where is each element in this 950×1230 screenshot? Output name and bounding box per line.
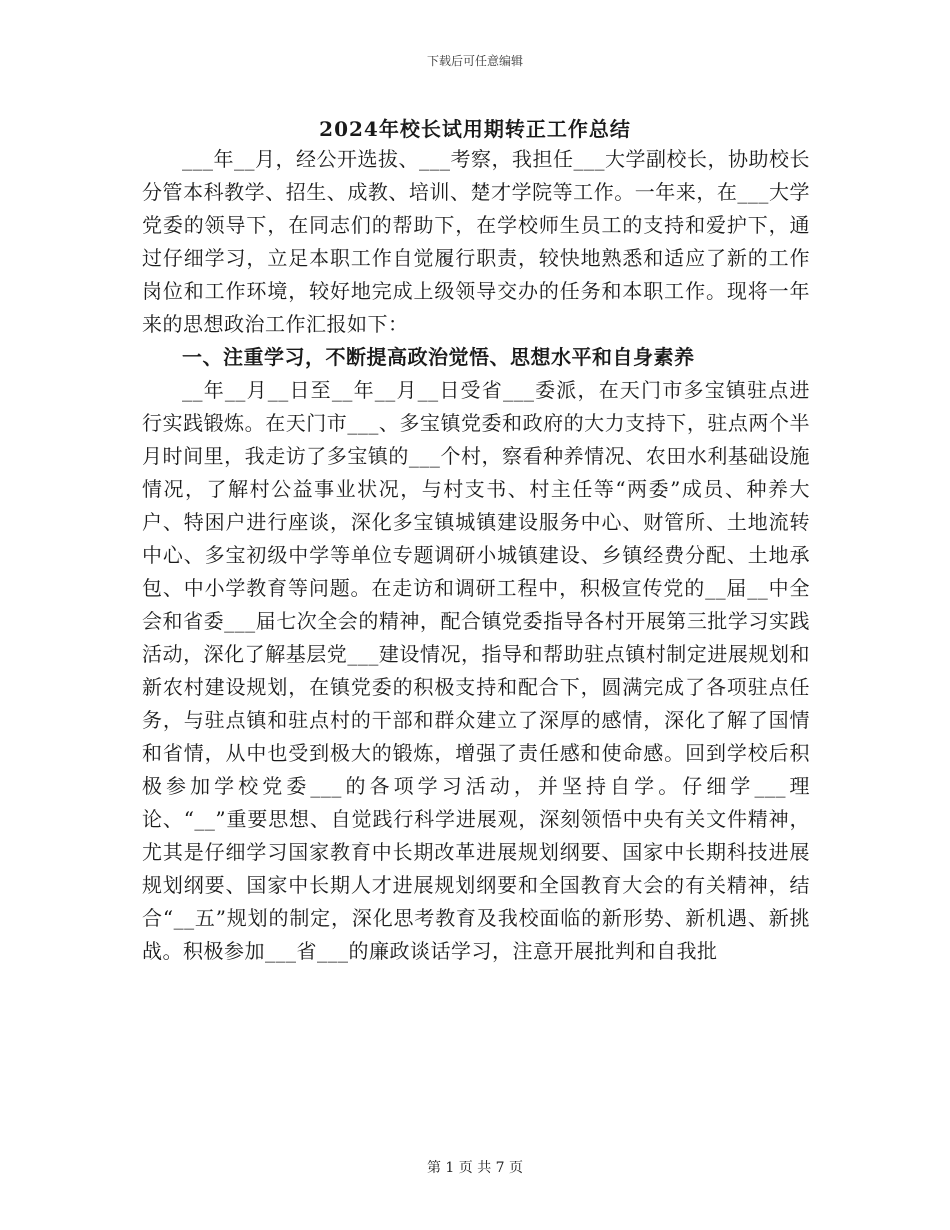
document-title: 2024年校长试用期转正工作总结 [319, 117, 631, 141]
header-note: 下载后可任意编辑 [426, 54, 523, 68]
section-heading: 一、注重学习，不断提高政治觉悟、思想水平和自身素养 [182, 345, 695, 369]
paragraph-section-1: __年__月__日至__年__月__日受省___委派，在天门市多宝镇驻点进行实践锻炼。在天门市___、多宝镇党委和政府的大力支持下，驻点两个半月时间里，我走访了多宝镇的___个村，察看种养情况、农田水利基础设施情况，了解村公益事业状况，与村支书、村主任等“两委”成员、种养大户、特困户进行座谈，深化多宝镇城镇建设服务中心、财管所、土地流转中心、多宝初级中学等单位专题调研小城镇建设、乡镇经费分配、土地承包、中小学教育等问题。在走访和调研工程中，积极宣传党的__届__中全会和省委___届七次全会的精神，配合镇党委指导各村开展第三批学习实践活动，深化了解基层党___建设情况，指导和帮助驻点镇村制定进展规划和新农村建设规划，在镇党委的积极支持和配合下，圆满完成了各项驻点任务，与驻点镇和驻点村的干部和群众建立了深厚的感情，深化了解了国情和省情，从中也受到极大的锻炼，增强了责任感和使命感。回到学校后积极参加学校党委___的各项学习活动，并坚持自学。仔细学___理论、“__”重要思想、自觉践行科学进展观，深刻领悟中央有关文件精神，尤其是仔细学习国家教育中长期改革进展规划纲要、国家中长期科技进展规划纲要、国家中长期人才进展规划纲要和全国教育大会的有关精神，结合“__五”规划的制定，深化思考教育及我校面临的新形势、新机遇、新挑战。积极参加___省___的廉政谈话学习，注意开展批判和自我批 [142, 378, 810, 963]
paragraph-intro: ___年__月，经公开选拔、___考察，我担任___大学副校长，协助校长分管本科教学、招生、成教、培训、楚才学院等工作。一年来，在___大学党委的领导下，在同志们的帮助下，在学校师生员工的支持和爱护下，通过仔细学习，立足本职工作自觉履行职责，较快地熟悉和适应了新的工作岗位和工作环境，较好地完成上级领导交办的任务和本职工作。现将一年来的思想政治工作汇报如下： [142, 147, 810, 336]
document-body [142, 143, 810, 968]
page-indicator: 第 1 页 共 7 页 [426, 1160, 524, 1176]
